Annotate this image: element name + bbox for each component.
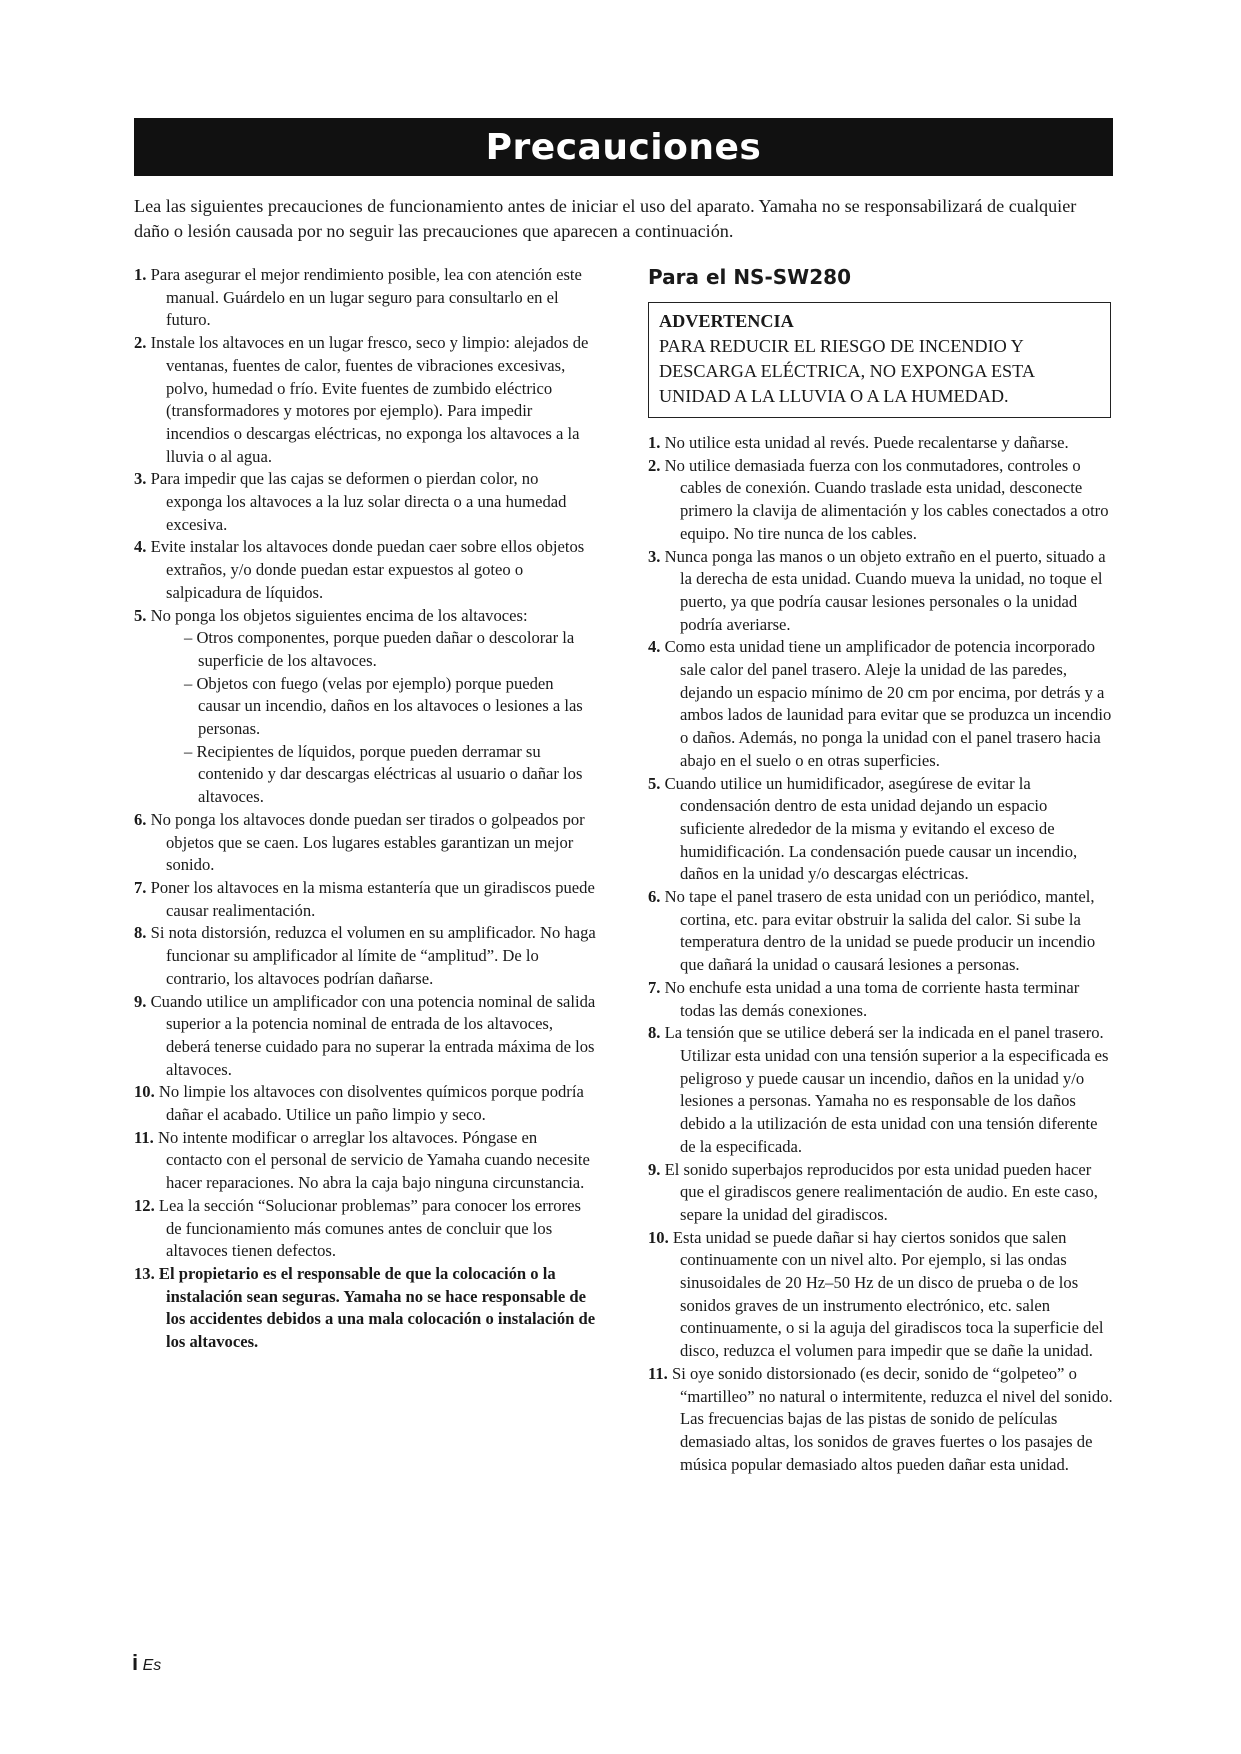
- sub-list-item: – Recipientes de líquidos, porque pueden derramar su contenido y dar descargas eléctricas al usuario o dañar los altavoces.: [184, 741, 583, 807]
- item-text: El sonido superbajos reproducidos por esta unidad pueden hacer que el giradiscos genere realimentación de audio. En este caso, separe la unidad del giradiscos.: [664, 1159, 1098, 1224]
- item-number: 10.: [134, 1082, 155, 1102]
- item-number: 2.: [648, 455, 661, 475]
- section-heading: Para el NS-SW280: [648, 265, 851, 289]
- item-text: Para asegurar el mejor rendimiento posible, lea con atención este manual. Guárdelo en un lugar seguro para consultarlo en el futuro.: [150, 265, 582, 330]
- item-text: No ponga los altavoces donde puedan ser tirados o golpeados por objetos que se caen. Los lugares estables garantizan un mejor sonido.: [150, 809, 585, 875]
- item-number: 1.: [648, 433, 661, 452]
- list-item: [648, 1363, 1113, 1477]
- item-text: Si nota distorsión, reduzca el volumen en su amplificador. No haga funcionar su amplificador al límite de “amplitud”. De lo contrario, los altavoces podrían dañarse.: [150, 923, 596, 988]
- item-number: 8.: [134, 923, 147, 943]
- list-item: [134, 468, 596, 536]
- item-number: 9.: [648, 1159, 661, 1179]
- list-item: [648, 1022, 1113, 1158]
- warning-title: ADVERTENCIA: [659, 311, 794, 331]
- list-item: [134, 605, 596, 809]
- page-number: i: [132, 1650, 139, 1675]
- list-item: [134, 264, 596, 332]
- page-footer: [132, 1650, 161, 1676]
- item-number: 5.: [648, 773, 661, 793]
- list-item: [134, 809, 596, 877]
- item-number: 3.: [648, 546, 661, 566]
- list-item: [648, 1159, 1113, 1227]
- item-text: Lea la sección “Solucionar problemas” para conocer los errores de funcionamiento más comunes antes de concluir que los altavoces tienen defectos.: [158, 1195, 581, 1261]
- list-item: [648, 773, 1113, 887]
- item-number: 10.: [648, 1227, 669, 1247]
- left-column: [134, 264, 596, 1354]
- list-item: [134, 536, 596, 604]
- warning-text: PARA REDUCIR EL RIESGO DE INCENDIO Y DESCARGA ELÉCTRICA, NO EXPONGA ESTA UNIDAD A LA LLUVIA O A LA HUMEDAD.: [659, 336, 1034, 406]
- list-item: [134, 877, 596, 922]
- list-item: [648, 977, 1113, 1022]
- list-item: [134, 991, 596, 1082]
- item-text: Como esta unidad tiene un amplificador de potencia incorporado sale calor del panel trasero. Aleje la unidad de las paredes, dejando un espacio mínimo de 20 cm por encima, por detrás y a ambos lados de launidad para evitar que se produzca un incendio o daños. Además, no ponga la unidad con el panel trasero hacia abajo en el suelo o en otras superficies.: [664, 637, 1112, 770]
- list-item: [648, 636, 1113, 772]
- item-text: Nunca ponga las manos o un objeto extraño en el puerto, situado a la derecha de esta unidad. Cuando mueva la unidad, no toque el puerto, ya que podría causar lesiones personales o la unidad podría averiarse.: [664, 546, 1106, 634]
- item-number: 11.: [648, 1363, 668, 1383]
- item-text: El propietario es el responsable de que la colocación o la instalación sean seguras. Yamaha no se hace responsable de los accidentes debidos a una mala colocación o instalación de los altavoces.: [158, 1263, 596, 1352]
- list-item: [134, 332, 596, 468]
- item-number: 4.: [648, 637, 661, 657]
- list-item: [648, 455, 1113, 546]
- item-text: No ponga los objetos siguientes encima de los altavoces:: [150, 605, 528, 625]
- item-text: No utilice esta unidad al revés. Puede recalentarse y dañarse.: [664, 433, 1069, 452]
- warning-box: [648, 302, 1111, 418]
- sub-list: [166, 627, 596, 809]
- sub-list-item: – Objetos con fuego (velas por ejemplo) porque pueden causar un incendio, daños en los altavoces o lesiones a las personas.: [184, 673, 583, 739]
- item-text: Para impedir que las cajas se deformen o pierdan color, no exponga los altavoces a la luz solar directa o a una humedad excesiva.: [150, 469, 567, 534]
- list-item: [134, 922, 596, 990]
- item-number: 6.: [134, 809, 147, 829]
- list-item: [648, 1227, 1113, 1363]
- list-item: [648, 886, 1113, 977]
- right-column: [648, 264, 1113, 1476]
- item-text: No tape el panel trasero de esta unidad con un periódico, mantel, cortina, etc. para evitar obstruir la salida del calor. Si sube la temperatura dentro de la unidad se puede producir un incendio que dañará la unidad o causará lesiones a personas.: [664, 887, 1096, 975]
- list-item-owner-responsibility: [134, 1263, 596, 1354]
- item-number: 7.: [134, 877, 147, 897]
- item-text: No utilice demasiada fuerza con los conmutadores, controles o cables de conexión. Cuando traslade esta unidad, desconecte primero la clavija de alimentación y los cables conectados a otro equipo. No tire nunca de los cables.: [664, 455, 1109, 543]
- item-number: 3.: [134, 469, 147, 489]
- item-text: Instale los altavoces en un lugar fresco, seco y limpio: alejados de ventanas, fuentes de calor, fuentes de vibraciones excesivas, polvo, humedad o frío. Evite fuentes de zumbido eléctrico (transformadores y motores por ejemplo). Para impedir incendios o descargas eléctricas, no exponga los altavoces a la lluvia o al agua.: [150, 333, 589, 466]
- item-text: No limpie los altavoces con disolventes químicos porque podría dañar el acabado. Utilice un paño limpio y seco.: [158, 1082, 584, 1125]
- list-item: [134, 1127, 596, 1195]
- intro-paragraph: Lea las siguientes precauciones de funcionamiento antes de iniciar el uso del aparato. Yamaha no se responsabilizará de cualquier daño o lesión causada por no seguir las precauciones que aparecen a continuación.: [134, 196, 1077, 241]
- item-text: Esta unidad se puede dañar si hay ciertos sonidos que salen continuamente con un nivel alto. Por ejemplo, si las ondas sinusoidales de 20 Hz–50 Hz de un disco de prueba o de los sonidos graves de un instrumento electrónico, etc. salen continuamente, o si la aguja del giradiscos toca la superficie del disco, reduzca el volumen para impedir que se dañe la unidad.: [672, 1227, 1104, 1361]
- item-number: 1.: [134, 265, 147, 284]
- list-item: [134, 1195, 596, 1263]
- item-number: 7.: [648, 977, 661, 997]
- right-precautions-list: [648, 432, 1113, 1476]
- item-number: 12.: [134, 1195, 155, 1215]
- item-number: 4.: [134, 537, 147, 557]
- item-number: 2.: [134, 333, 147, 353]
- item-number: 5.: [134, 605, 147, 625]
- item-text: Evite instalar los altavoces donde puedan caer sobre ellos objetos extraños, y/o donde puedan estar expuestos al goteo o salpicadura de líquidos.: [150, 537, 585, 602]
- item-text: No enchufe esta unidad a una toma de corriente hasta terminar todas las demás conexiones.: [664, 977, 1080, 1020]
- sub-list-item: – Otros componentes, porque pueden dañar o descolorar la superficie de los altavoces.: [184, 628, 575, 670]
- item-number: 8.: [648, 1023, 661, 1043]
- list-item: [648, 432, 1113, 455]
- language-code: Es: [142, 1657, 162, 1674]
- item-text: Si oye sonido distorsionado (es decir, sonido de “golpeteo” o “martilleo” no natural o intermitente, reduzca el nivel del sonido. Las frecuencias bajas de las pistas de sonido de películas demasiado altas, los sonidos de graves fuertes o los pasajes de música popular demasiado altos pueden dañar esta unidad.: [671, 1363, 1113, 1474]
- item-text: Cuando utilice un amplificador con una potencia nominal de salida superior a la potencia nominal de entrada de los altavoces, deberá tenerse cuidado para no superar la entrada máxima de los altavoces.: [150, 991, 596, 1079]
- item-text: La tensión que se utilice deberá ser la indicada en el panel trasero. Utilizar esta unidad con una tensión superior a la especificada es peligroso y puede causar un incendio, daños en la unidad y/o lesiones a personas. Yamaha no es responsable de los daños debido a la utilización de esta unidad con una tensión diferente de la especificada.: [664, 1023, 1109, 1156]
- title-bar: [134, 118, 1113, 176]
- item-number: 13.: [134, 1263, 155, 1283]
- item-number: 9.: [134, 991, 147, 1011]
- list-item: [134, 1081, 596, 1126]
- item-text: Poner los altavoces en la misma estantería que un giradiscos puede causar realimentación.: [150, 877, 595, 920]
- item-number: 6.: [648, 887, 661, 907]
- item-text: No intente modificar o arreglar los altavoces. Póngase en contacto con el personal de servicio de Yamaha cuando necesite hacer reparaciones. No abra la caja bajo ninguna circunstancia.: [157, 1127, 590, 1193]
- item-text: Cuando utilice un humidificador, asegúrese de evitar la condensación dentro de esta unidad dejando un espacio suficiente alrededor de la misma y evitando el exceso de humidificación. La condensación puede causar un incendio, daños en la unidad y/o descargas eléctricas.: [664, 773, 1078, 884]
- list-item: [648, 546, 1113, 637]
- item-number: 11.: [134, 1127, 154, 1147]
- page-title: Precauciones: [485, 126, 762, 168]
- left-precautions-list: [134, 264, 596, 1354]
